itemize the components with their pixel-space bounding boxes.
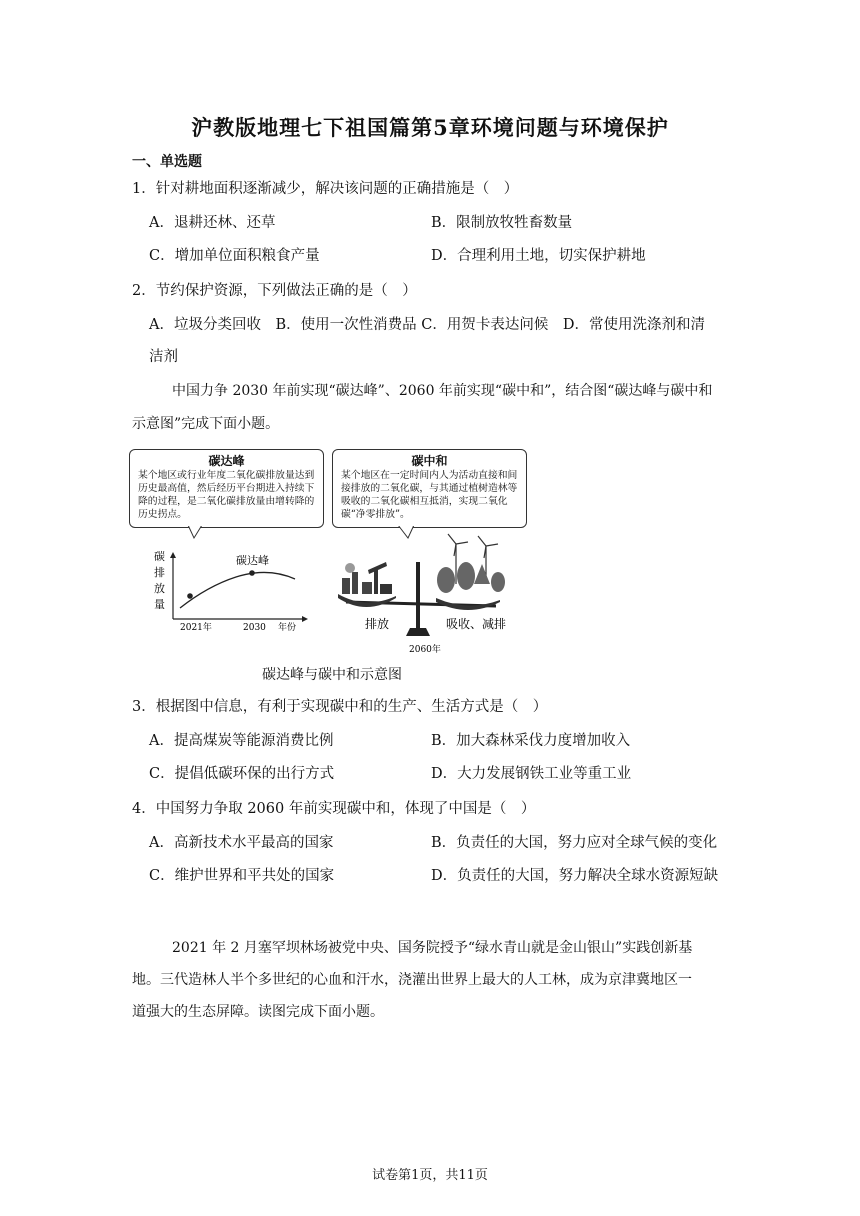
y-axis-label-3: 放 [154,582,165,595]
factory-icon [342,563,372,594]
trees-icon [437,562,505,593]
question-4-stem: 4．中国努力争取 2060 年前实现碳中和，体现了中国是（ ） [132,801,536,817]
x-tick-2021: 2021年 [180,623,212,633]
question-4-option-a: A．高新技术水平最高的国家 [149,835,334,851]
page-title: 沪教版地理七下祖国篇第5章环境问题与环境保护 [191,115,669,140]
question-3-option-d: D．大力发展钢铁工业等重工业 [431,766,632,782]
y-axis-arrow [170,552,176,558]
question-3-stem: 3．根据图中信息，有利于实现碳中和的生产、生活方式是（ ） [132,699,548,715]
question-4-option-c: C．维护世界和平共处的国家 [149,868,335,884]
passage-2-line-2: 地。三代造林人半个多世纪的心血和汗水，浇灌出世界上最大的人工林，成为京津冀地区一 [132,972,692,988]
carbon-peak-definition-box [129,449,324,528]
question-1-option-c: C．增加单位面积粮食产量 [149,248,320,264]
question-2-options: A．垃圾分类回收 B．使用一次性消费品 C．用贺卡表达问候 D．常使用洗涤剂和清 [149,317,705,333]
x-axis-arrow [302,616,308,622]
box1-tail [188,525,202,538]
carbon-neutral-box-text: 某个地区在一定时间内人为活动直接和间接排放的二氧化碳，与其通过植树造林等吸收的二氧化碳相互抵消，实现二氧化碳“净零排放”。 [341,470,518,520]
question-3-option-a: A．提高煤炭等能源消费比例 [149,733,334,749]
passage-2-line-1: 2021 年 2 月塞罕坝林场被党中央、国务院授予“绿水青山就是金山银山”实践创新基 [172,940,693,956]
carbon-peak-box-title: 碳达峰 [208,454,245,468]
curve-peak-label: 碳达峰 [236,554,269,567]
question-4-option-d: D．负责任的大国，努力解决全球水资源短缺 [431,868,719,884]
question-4-option-b: B．负责任的大国，努力应对全球气候的变化 [431,835,718,851]
point-2021 [187,593,193,599]
question-2-stem: 2．节约保护资源，下列做法正确的是（ ） [132,283,417,299]
question-1-option-d: D．合理利用土地，切实保护耕地 [431,248,646,264]
x-tick-2030: 2030 [243,623,266,633]
scale-left-label: 排放 [365,617,390,631]
passage-1-line-2: 示意图”完成下面小题。 [132,416,280,432]
question-3-option-c: C．提倡低碳环保的出行方式 [149,766,335,782]
left-pan [338,594,396,607]
passage-2-line-3: 道强大的生态屏障。读图完成下面小题。 [132,1004,384,1020]
carbon-neutral-definition-box [332,449,527,528]
y-axis-label-4: 量 [154,598,165,611]
y-axis-label-2: 排 [154,566,165,579]
x-axis-unit: 年份 [278,623,297,633]
question-1-option-a: A．退耕还林、还草 [149,215,276,231]
page-footer: 试卷第1页，共11页 [372,1168,488,1183]
scale-year-label: 2060年 [409,645,441,655]
y-axis-label-1: 碳 [154,550,165,563]
question-2-options-cont: 洁剂 [149,349,178,365]
passage-1-line-1: 中国力争 2030 年前实现“碳达峰”、2060 年前实现“碳中和”，结合图“碳达峰与碳中和 [172,383,713,399]
question-1-stem: 1．针对耕地面积逐渐减少，解决该问题的正确措施是（ ） [132,181,519,197]
scale-right-label: 吸收、减排 [446,617,507,631]
question-3-option-b: B．加大森林采伐力度增加收入 [431,733,631,749]
point-2030-peak [249,570,255,576]
carbon-peak-box-text: 某个地区或行业年度二氧化碳排放量达到历史最高值，然后经历平台期进入持续下降的过程，是二氧化碳排放量由增转降的历史拐点。 [138,470,315,520]
section-heading: 一、单选题 [132,154,202,170]
carbon-neutral-box-title: 碳中和 [411,454,448,468]
figure-caption: 碳达峰与碳中和示意图 [262,667,402,683]
box2-tail [398,525,414,538]
scale-base [406,628,430,636]
question-1-option-b: B．限制放牧牲畜数量 [431,215,573,231]
emission-curve [180,572,295,608]
carbon-figure-illustration [128,524,530,658]
